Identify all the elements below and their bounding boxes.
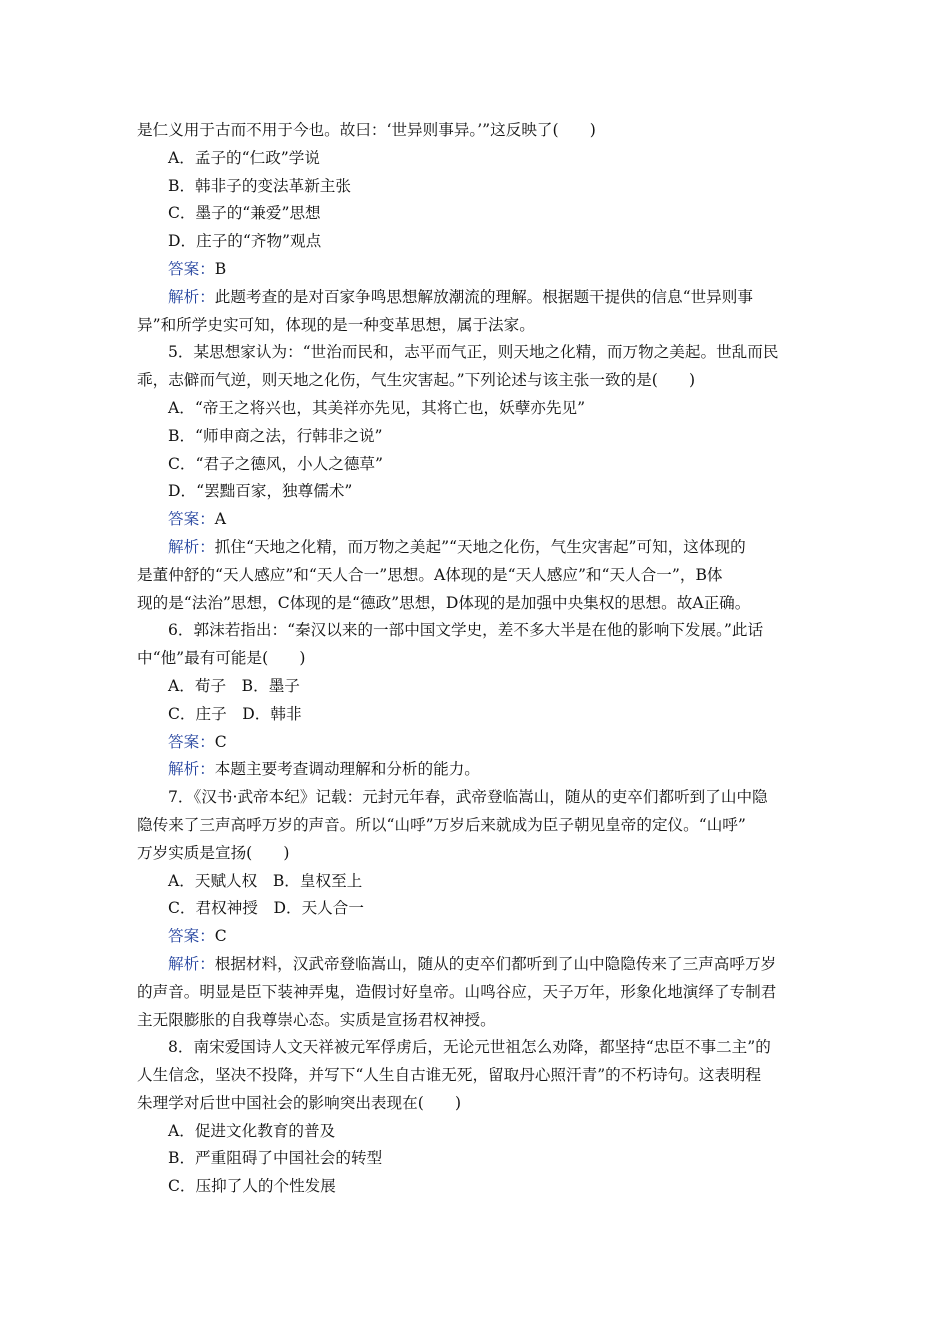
analysis-label: 解析： — [168, 287, 215, 306]
text-line — [137, 1007, 837, 1035]
text-line — [137, 562, 837, 590]
line-text: 8．南宋爱国诗人文天祥被元军俘虏后，无论元世祖怎么劝降，都坚持“忠臣不事二主”的 — [168, 1038, 771, 1057]
answer-label: 答案： — [168, 927, 215, 946]
text-line — [137, 868, 837, 896]
answer-line — [137, 506, 837, 534]
text-line — [137, 478, 837, 506]
text-line — [137, 701, 837, 729]
text-line — [137, 645, 837, 673]
line-text: 乖，志僻而气逆，则天地之化伤，气生灾害起。”下列论述与该主张一致的是( ) — [137, 371, 696, 390]
line-text: A．荀子 B．墨子 — [168, 676, 300, 695]
text-line — [137, 895, 837, 923]
text-line — [137, 1118, 837, 1146]
line-text: B．严重阻碍了中国社会的转型 — [168, 1149, 383, 1168]
text-line — [137, 117, 837, 145]
line-text: A．“帝王之将兴也，其美祥亦先见，其将亡也，妖孽亦先见” — [168, 398, 586, 417]
text-line — [137, 145, 837, 173]
line-text: C — [214, 927, 227, 946]
line-text: C．君权神授 D．天人合一 — [168, 899, 364, 918]
line-text: C．压抑了人的个性发展 — [168, 1177, 336, 1196]
text-line — [137, 173, 837, 201]
line-text: 的声音。明显是臣下装神弄鬼，造假讨好皇帝。山鸣谷应，天子万年，形象化地演绎了专制君 — [137, 982, 777, 1001]
analysis-line — [137, 534, 837, 562]
text-line — [137, 617, 837, 645]
line-text: 万岁实质是宣扬( ) — [137, 843, 290, 862]
text-line — [137, 840, 837, 868]
analysis-label: 解析： — [168, 954, 215, 973]
text-line — [137, 1062, 837, 1090]
line-text: 现的是“法治”思想，C体现的是“德政”思想，D体现的是加强中央集权的思想。故A正确。 — [137, 593, 751, 612]
answer-line — [137, 256, 837, 284]
answer-label: 答案： — [168, 510, 215, 529]
text-line — [137, 451, 837, 479]
text-line — [137, 1145, 837, 1173]
line-text: 人生信念，坚决不投降，并写下“人生自古谁无死，留取丹心照汗青”的不朽诗句。这表明程 — [137, 1066, 762, 1085]
line-text: 主无限膨胀的自我尊崇心态。实质是宣扬君权神授。 — [137, 1010, 496, 1029]
line-text: B．“师申商之法，行韩非之说” — [168, 426, 383, 445]
line-text: C — [214, 732, 227, 751]
document-page — [137, 117, 837, 1201]
line-text: 是仁义用于古而不用于今也。故曰：‘世异则事异。’”这反映了( ) — [137, 121, 596, 139]
analysis-line — [137, 756, 837, 784]
line-text: 根据材料，汉武帝登临嵩山，随从的吏卒们都听到了山中隐隐传来了三声高呼万岁 — [214, 954, 777, 973]
analysis-line — [137, 284, 837, 312]
line-text: 朱理学对后世中国社会的影响突出表现在( ) — [137, 1093, 462, 1112]
text-line — [137, 395, 837, 423]
line-text: 此题考查的是对百家争鸣思想解放潮流的理解。根据题干提供的信息“世异则事 — [214, 287, 753, 306]
line-text: C．庄子 D．韩非 — [168, 704, 302, 723]
text-line — [137, 200, 837, 228]
text-line — [137, 812, 837, 840]
line-text: 中“他”最有可能是( ) — [137, 649, 306, 668]
text-line — [137, 979, 837, 1007]
text-line — [137, 423, 837, 451]
line-text: 抓住“天地之化精，而万物之美起”“天地之化伤，气生灾害起”可知，这体现的 — [214, 537, 746, 556]
text-line — [137, 590, 837, 618]
line-text: B — [214, 259, 227, 278]
line-text: 5．某思想家认为：“世治而民和，志平而气正，则天地之化精，而万物之美起。世乱而民 — [168, 343, 779, 362]
text-line — [137, 367, 837, 395]
text-line — [137, 784, 837, 812]
analysis-label: 解析： — [168, 760, 215, 779]
text-line — [137, 312, 837, 340]
text-line — [137, 673, 837, 701]
line-text: A．促进文化教育的普及 — [168, 1121, 336, 1140]
line-text: B．韩非子的变法革新主张 — [168, 176, 351, 195]
text-line — [137, 339, 837, 367]
line-text: D．庄子的“齐物”观点 — [168, 232, 322, 251]
text-line — [137, 1034, 837, 1062]
line-text: 异”和所学史实可知，体现的是一种变革思想，属于法家。 — [137, 315, 535, 334]
answer-label: 答案： — [168, 732, 215, 751]
line-text: 隐传来了三声高呼万岁的声音。所以“山呼”万岁后来就成为臣子朝见皇帝的定仪。“山呼” — [137, 815, 746, 834]
line-text: A．天赋人权 B．皇权至上 — [168, 871, 363, 890]
text-line — [137, 1173, 837, 1201]
line-text: C．墨子的“兼爱”思想 — [168, 204, 321, 223]
answer-label: 答案： — [168, 259, 215, 278]
text-line — [137, 1090, 837, 1118]
line-text: 7．《汉书·武帝本纪》记载：元封元年春，武帝登临嵩山，随从的吏卒们都听到了山中隐 — [168, 788, 768, 807]
line-text: C．“君子之德风，小人之德草” — [168, 454, 384, 473]
line-text: 6．郭沫若指出：“秦汉以来的一部中国文学史，差不多大半是在他的影响下发展。”此话 — [168, 621, 764, 640]
answer-line — [137, 923, 837, 951]
analysis-label: 解析： — [168, 537, 215, 556]
line-text: 是董仲舒的“天人感应”和“天人合一”思想。A体现的是“天人感应”和“天人合一”，B体 — [137, 565, 723, 584]
answer-line — [137, 729, 837, 757]
line-text: 本题主要考查调动理解和分析的能力。 — [214, 760, 480, 779]
text-line — [137, 228, 837, 256]
analysis-line — [137, 951, 837, 979]
line-text: A．孟子的“仁政”学说 — [168, 148, 320, 167]
line-text: A — [214, 510, 227, 529]
line-text: D．“罢黜百家，独尊儒术” — [168, 482, 353, 501]
